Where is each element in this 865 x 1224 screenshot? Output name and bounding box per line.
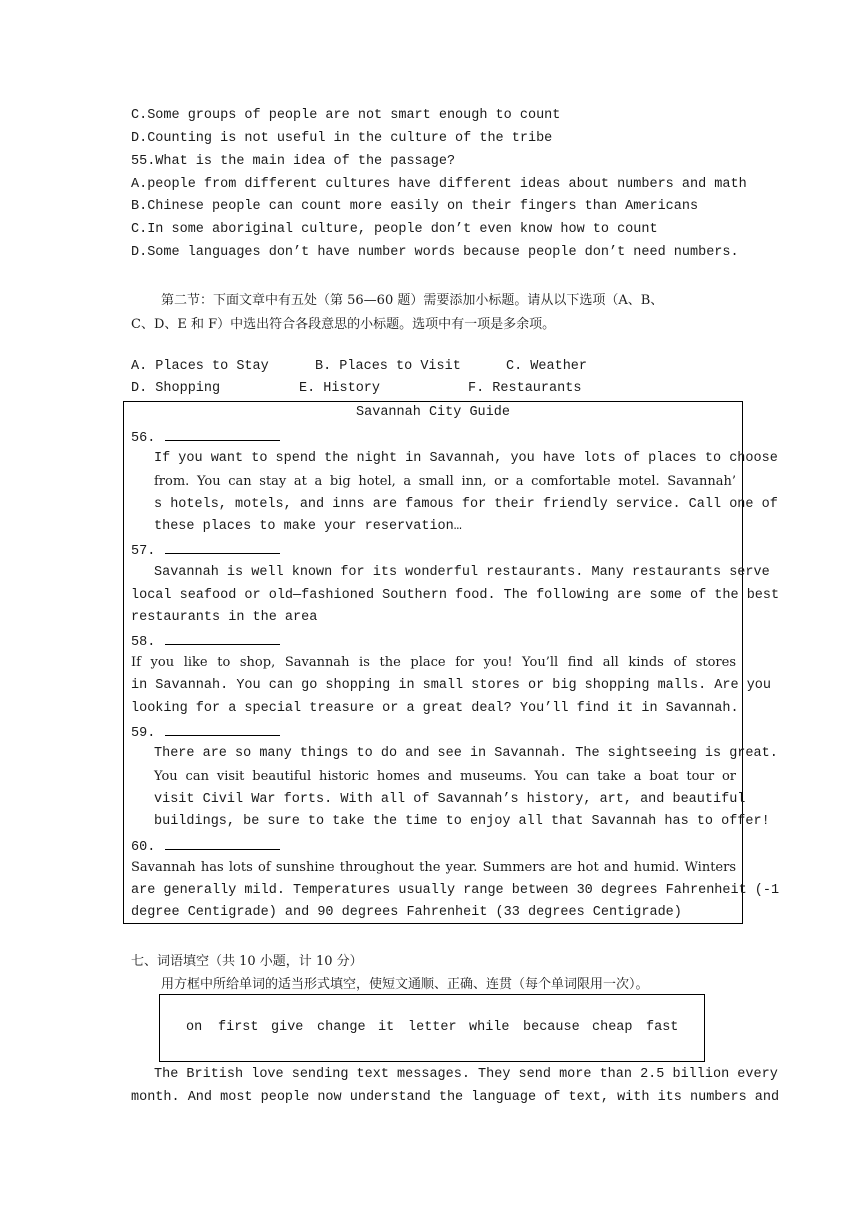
word-bank-item: first <box>218 1020 259 1035</box>
q60-answer-blank[interactable] <box>165 837 280 850</box>
passage-line: month. And most people now understand the language of text, with its numbers and <box>131 1090 780 1105</box>
q60-line: are generally mild. Temperatures usually range between 30 degrees Fahrenheit (-1 <box>131 883 780 898</box>
q58-line: in Savannah. You can go shopping in small stores or big shopping malls. Are you <box>131 678 772 693</box>
q58-number: 58. <box>131 635 156 650</box>
q57-line: Savannah is well known for its wonderful restaurants. Many restaurants serve <box>154 565 770 580</box>
q55-question: 55.What is the main idea of the passage? <box>131 154 456 169</box>
q56-line: If you want to spend the night in Savannah, you have lots of places to choose <box>154 451 778 466</box>
option-d: D. Shopping <box>131 381 221 396</box>
q58-line: looking for a special treasure or a great deal? You’ll find it in Savannah. <box>131 701 739 716</box>
q58-blank-row <box>131 632 280 650</box>
word-bank-item: while <box>469 1020 510 1035</box>
section7-instruction: 用方框中所给单词的适当形式填空，使短文通顺、正确、连贯（每个单词限用一次）。 <box>161 977 649 992</box>
section2-instruction-line2: C、D、E 和 F）中选出符合各段意思的小标题。选项中有一项是多余项。 <box>131 317 556 332</box>
q59-line: visit Civil War forts. With all of Savannah’s history, art, and beautiful <box>154 792 746 807</box>
q60-line: Savannah has lots of sunshine throughout the year. Summers are hot and humid. Winters <box>131 860 736 875</box>
q55-option-c: C.In some aboriginal culture, people don’t even know how to count <box>131 222 658 237</box>
word-bank-item: on <box>186 1020 203 1035</box>
q60-number: 60. <box>131 840 156 855</box>
word-bank-item: letter <box>408 1020 457 1035</box>
q56-number: 56. <box>131 431 156 446</box>
q55-option-d: D.Some languages don’t have number words because people don’t need numbers. <box>131 245 739 260</box>
q54-option-c: C.Some groups of people are not smart enough to count <box>131 108 561 123</box>
guide-title: Savannah City Guide <box>356 405 510 420</box>
q57-number: 57. <box>131 544 156 559</box>
option-c: C. Weather <box>506 359 588 374</box>
word-bank-item: cheap <box>592 1020 633 1035</box>
q56-blank-row <box>131 428 280 446</box>
q60-line: degree Centigrade) and 90 degrees Fahrenheit (33 degrees Centigrade) <box>131 905 682 920</box>
q57-line: local seafood or old—fashioned Southern food. The following are some of the best <box>131 588 780 603</box>
option-e: E. History <box>299 381 381 396</box>
q59-number: 59. <box>131 726 156 741</box>
option-f: F. Restaurants <box>468 381 582 396</box>
q56-line: s hotels, motels, and inns are famous for their friendly service. Call one of <box>154 497 778 512</box>
q56-line: from. You can stay at a big hotel, a small inn, or a comfortable motel. Savannah’ <box>154 474 736 489</box>
q55-option-a: A.people from different cultures have different ideas about numbers and math <box>131 177 747 192</box>
section7-heading: 七、词语填空（共 10 小题，计 10 分） <box>131 954 363 969</box>
word-bank-item: change <box>317 1020 366 1035</box>
q60-blank-row <box>131 837 280 855</box>
option-b: B. Places to Visit <box>315 359 461 374</box>
q56-answer-blank[interactable] <box>165 428 280 441</box>
q59-line: buildings, be sure to take the time to enjoy all that Savannah has to offer! <box>154 814 770 829</box>
q58-line: If you like to shop, Savannah is the place for you! You’ll find all kinds of stores <box>131 655 736 670</box>
q59-line: You can visit beautiful historic homes and museums. You can take a boat tour or <box>154 769 736 784</box>
q59-blank-row <box>131 723 280 741</box>
q58-answer-blank[interactable] <box>165 632 280 645</box>
word-bank-item: because <box>523 1020 580 1035</box>
word-bank-item: it <box>378 1020 395 1035</box>
q55-option-b: B.Chinese people can count more easily on their fingers than Americans <box>131 199 699 214</box>
q57-line: restaurants in the area <box>131 610 318 625</box>
q54-option-d: D.Counting is not useful in the culture of the tribe <box>131 131 553 146</box>
q57-blank-row <box>131 541 280 559</box>
word-bank-item: give <box>271 1020 304 1035</box>
q56-line: these places to make your reservation… <box>154 519 462 534</box>
word-bank-item: fast <box>646 1020 679 1035</box>
q59-answer-blank[interactable] <box>165 723 280 736</box>
q59-line: There are so many things to do and see in Savannah. The sightseeing is great. <box>154 746 778 761</box>
q57-answer-blank[interactable] <box>165 541 280 554</box>
section2-instruction-line1: 第二节：下面文章中有五处（第 56—60 题）需要添加小标题。请从以下选项（A、B、 <box>161 293 664 308</box>
passage-line: The British love sending text messages. They send more than 2.5 billion every <box>154 1067 778 1082</box>
option-a: A. Places to Stay <box>131 359 269 374</box>
